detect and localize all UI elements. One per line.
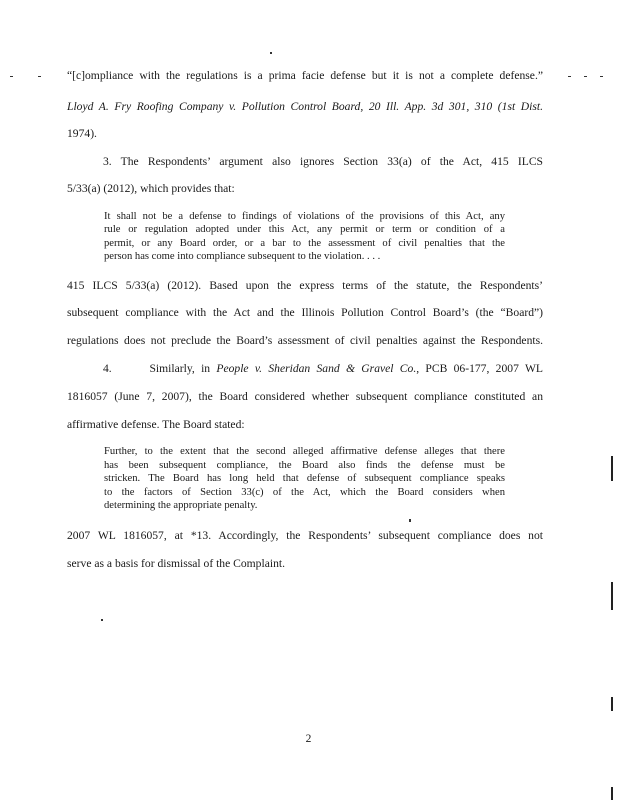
scan-speck xyxy=(38,76,41,77)
scan-edge-mark xyxy=(611,582,613,610)
block-quote-line: determining the appropriate penalty. xyxy=(104,500,258,511)
body-text-line: 415 ILCS 5/33(a) (2012). Based upon the express terms of the statute, the Respondents’ xyxy=(67,279,543,292)
numbered-paragraph-4: 4. Similarly, in People v. Sheridan Sand & Gravel Co., PCB 06-177, 2007 WL xyxy=(103,362,543,375)
body-text-line: serve as a basis for dismissal of the Complaint. xyxy=(67,557,285,570)
scan-speck xyxy=(584,76,587,77)
block-quote-line: person has come into compliance subsequent to the violation. . . . xyxy=(104,251,381,262)
body-text-line: regulations does not preclude the Board’s assessment of civil penalties against the Respondents. xyxy=(67,334,543,347)
body-text-line: subsequent compliance with the Act and the Illinois Pollution Control Board’s (the “Board”) xyxy=(67,306,543,319)
body-text-line: 2007 WL 1816057, at *13. Accordingly, the Respondents’ subsequent compliance does not xyxy=(67,529,543,542)
case-name: People v. Sheridan Sand & Gravel Co. xyxy=(216,362,417,375)
body-text-line: affirmative defense. The Board stated: xyxy=(67,418,245,431)
page-number: 2 xyxy=(305,733,312,745)
scan-speck xyxy=(270,52,272,54)
case-citation: Lloyd A. Fry Roofing Company v. Pollution Control Board, 20 Ill. App. 3d 301, 310 (1st Dist. xyxy=(67,100,543,113)
numbered-paragraph-3: 3. The Respondents’ argument also ignores Section 33(a) of the Act, 415 ILCS xyxy=(103,155,543,168)
body-text-line: 1974). xyxy=(67,127,97,140)
block-quote-line: permit, or any Board order, or a bar to the assessment of civil penalties that the xyxy=(104,238,505,249)
body-text-line: 1816057 (June 7, 2007), the Board considered whether subsequent compliance constituted an xyxy=(67,390,543,403)
paragraph-number: 4. xyxy=(103,362,112,375)
scan-speck xyxy=(600,76,603,77)
scan-speck xyxy=(568,76,571,77)
scan-edge-mark xyxy=(611,697,613,711)
block-quote-line: rule or regulation adopted under this Act, any permit or term or condition of a xyxy=(104,224,505,235)
block-quote-line: Further, to the extent that the second alleged affirmative defense alleges that there xyxy=(104,446,505,457)
scan-edge-mark xyxy=(611,456,613,481)
block-quote-line: It shall not be a defense to findings of violations of the provisions of this Act, any xyxy=(104,211,505,222)
scan-edge-mark xyxy=(611,787,613,800)
body-text-line: 5/33(a) (2012), which provides that: xyxy=(67,182,235,195)
block-quote-line: has been subsequent compliance, the Board also finds the defense must be xyxy=(104,460,505,471)
scan-speck xyxy=(101,619,103,621)
block-quote-line: to the factors of Section 33(c) of the Act, which the Board considers when xyxy=(104,487,505,498)
body-text-line: “[c]ompliance with the regulations is a prima facie defense but it is not a complete defense.” xyxy=(67,69,543,82)
scan-speck xyxy=(10,76,13,77)
scan-speck xyxy=(409,519,411,522)
block-quote-line: stricken. The Board has long held that defense of subsequent compliance speaks xyxy=(104,473,505,484)
